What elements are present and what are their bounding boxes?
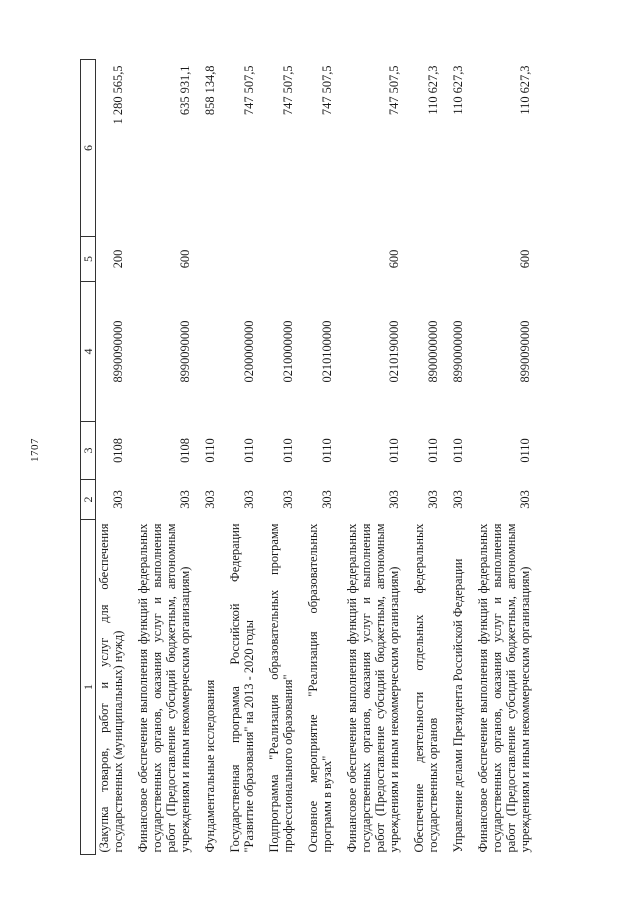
row-rz: 0110 (387, 438, 401, 463)
header-col-1: 1 (81, 520, 96, 855)
page-number: 1707 (29, 438, 41, 462)
row-name: Основное мероприятие "Реализация образовательных программ в вузах" (306, 523, 334, 853)
header-col-2: 2 (81, 480, 96, 520)
row-sum: 747 507,5 (320, 65, 334, 116)
row-csr: 0210000000 (281, 320, 295, 383)
row-sum: 858 134,8 (203, 65, 217, 116)
row-vr: 200 (111, 249, 125, 269)
row-ved: 303 (320, 490, 334, 509)
row-name: Государственная программа Российской Федерации "Развитие образования" на 2013 - 2020 годы (228, 523, 256, 853)
row-ved: 303 (281, 490, 295, 509)
header-col-3: 3 (81, 422, 96, 480)
row-csr: 8900000000 (426, 320, 440, 383)
header-col-5: 5 (81, 237, 96, 282)
table-row (451, 60, 465, 855)
row-name: Финансовое обеспечение выполнения функций федеральных государственных органов, оказания услуг и выполнения работ (Предоставление субсидий бюджетным, автономным учреждениям и иным некоммерческим организациям) (345, 523, 401, 853)
table-row (476, 60, 532, 855)
row-ved: 303 (203, 490, 217, 509)
table-row (267, 60, 295, 855)
table-row (228, 60, 256, 855)
row-vr (412, 237, 440, 282)
row-vr (203, 237, 217, 282)
row-csr: 0210190000 (387, 320, 401, 383)
row-csr: 8990000000 (451, 320, 465, 383)
row-name: Управление делами Президента Российской Федерации (451, 558, 465, 853)
row-vr: 600 (518, 249, 532, 269)
table-row (96, 60, 126, 855)
row-csr: 8990090000 (518, 320, 532, 383)
row-ved: 303 (518, 490, 532, 509)
row-name: Финансовое обеспечение выполнения функций федеральных государственных органов, оказания услуг и выполнения работ (Предоставление субсидий бюджетным, автономным учреждениям и иным некоммерческим организациям) (136, 523, 192, 853)
row-sum: 110 627,3 (518, 65, 532, 115)
row-rz: 0110 (320, 438, 334, 463)
row-rz: 0110 (203, 438, 217, 463)
row-vr (228, 237, 256, 282)
row-vr (267, 237, 295, 282)
table-row (306, 60, 334, 855)
row-sum: 747 507,5 (387, 65, 401, 116)
row-csr: 8990090000 (111, 320, 125, 383)
row-vr: 600 (178, 249, 192, 269)
row-sum: 1 280 565,5 (111, 65, 125, 125)
header-col-4: 4 (81, 282, 96, 422)
row-rz: 0108 (178, 438, 192, 463)
row-name: (Закупка товаров, работ и услуг для обеспечения государственных (муниципальных) нужд) (97, 523, 125, 853)
header-col-6: 6 (81, 60, 96, 237)
row-ved: 303 (426, 490, 440, 509)
row-sum: 110 627,3 (451, 65, 465, 115)
row-rz: 0110 (426, 438, 440, 463)
row-rz: 0110 (451, 438, 465, 463)
row-csr: 0200000000 (242, 320, 256, 383)
row-rz: 0108 (111, 438, 125, 463)
budget-table (80, 59, 532, 855)
row-csr: 8990090000 (178, 320, 192, 383)
row-sum: 747 507,5 (281, 65, 295, 116)
row-sum: 747 507,5 (242, 65, 256, 116)
row-ved: 303 (178, 490, 192, 509)
row-ved: 303 (451, 490, 465, 509)
row-sum: 110 627,3 (426, 65, 440, 115)
table-row (136, 60, 192, 855)
row-name: Финансовое обеспечение выполнения функций федеральных государственных органов, оказания услуг и выполнения работ (Предоставление субсидий бюджетным, автономным учреждениям и иным некоммерческим организациям) (476, 523, 532, 853)
row-rz: 0110 (242, 438, 256, 463)
row-csr (203, 282, 217, 422)
row-name: Подпрограмма "Реализация образовательных программ профессионального образования" (267, 523, 295, 853)
row-name: Обеспечение деятельности отдельных федеральных государственных органов (412, 523, 440, 853)
table-row (412, 60, 440, 855)
row-ved: 303 (242, 490, 256, 509)
row-ved: 303 (387, 490, 401, 509)
table-row (345, 60, 401, 855)
table-row (203, 60, 217, 855)
row-sum: 635 931,1 (178, 65, 192, 116)
row-vr: 600 (387, 249, 401, 269)
row-rz: 0110 (281, 438, 295, 463)
row-csr: 0210100000 (320, 320, 334, 383)
budget-table-frame (80, 60, 562, 855)
row-rz: 0110 (518, 438, 532, 463)
row-vr (451, 237, 465, 282)
header-row (81, 60, 96, 855)
row-vr (306, 237, 334, 282)
row-name: Фундаментальные исследования (203, 679, 217, 853)
row-ved: 303 (111, 490, 125, 509)
